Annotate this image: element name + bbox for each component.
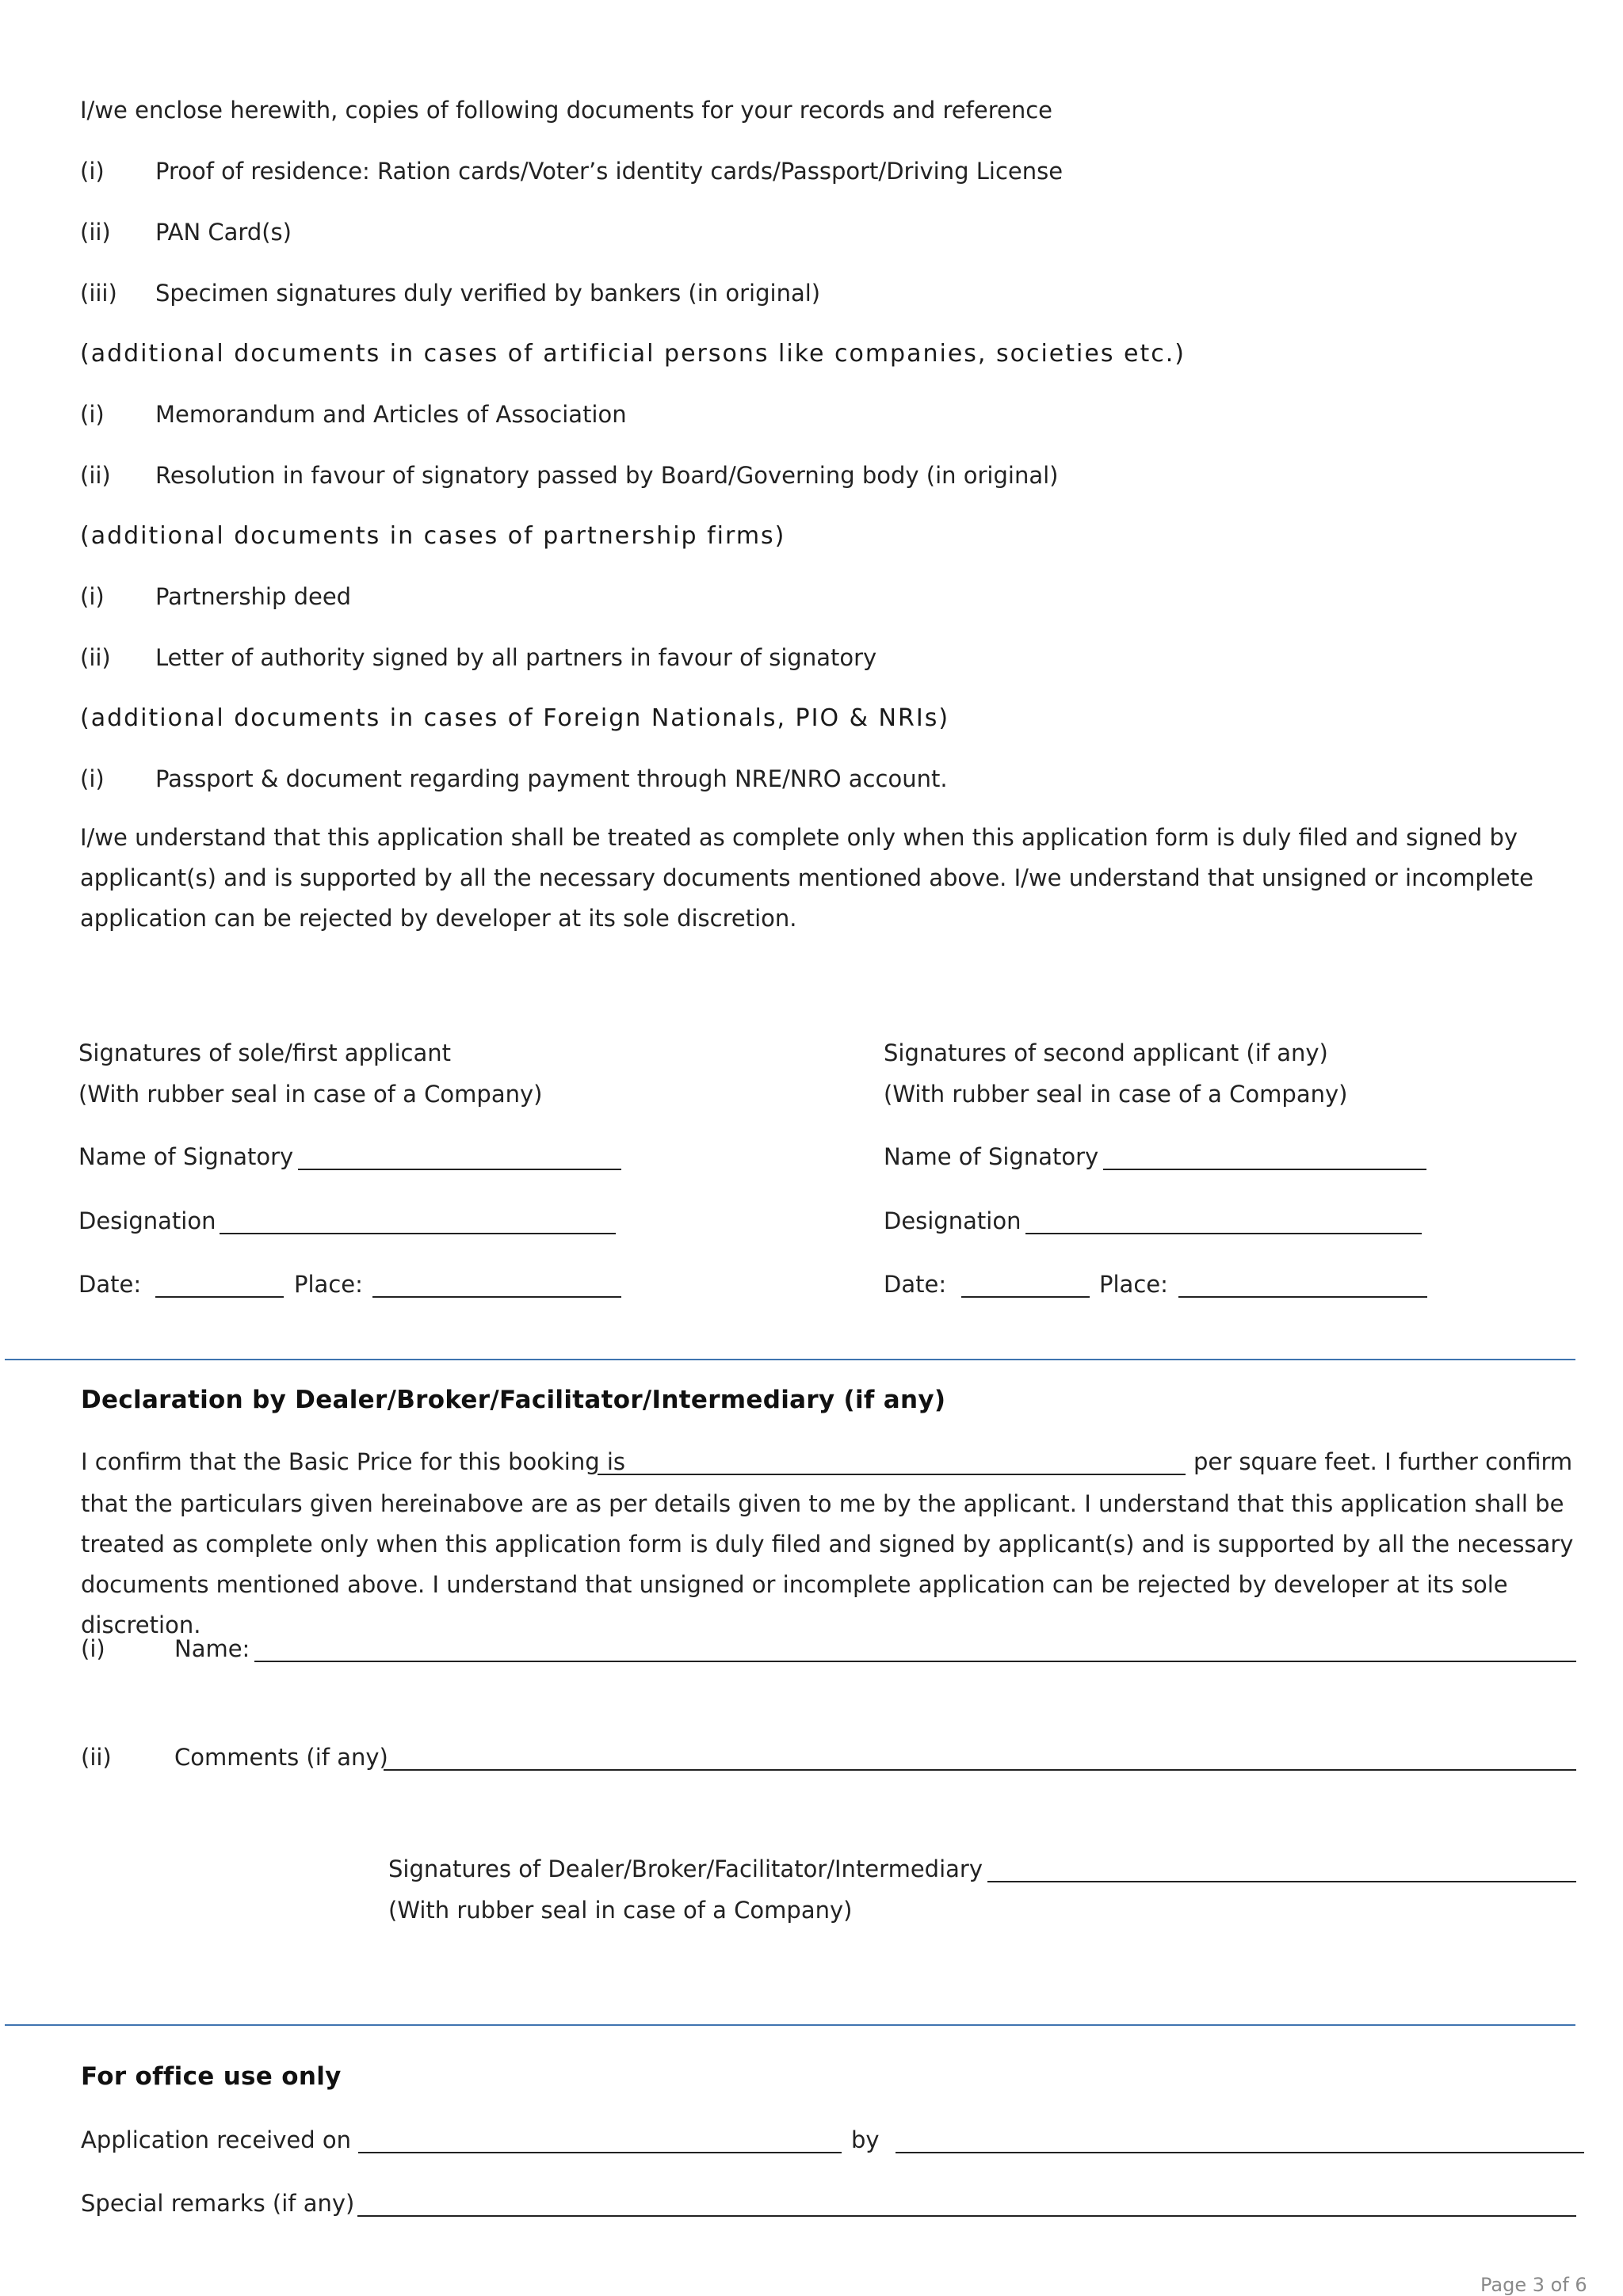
applicant1-name-field[interactable]: [298, 1169, 621, 1170]
received-by-label: by: [851, 2126, 880, 2153]
understanding-paragraph: I/we understand that this application shall be treated as complete only when this application form is duly filed and signed by applicant(s) and is supported by all the necessary documents mentioned above. I/we understand that unsigned or incomplete application can be rejected by developer at its sole discretion.: [80, 824, 1533, 932]
applicant1-seal: (With rubber seal in case of a Company): [78, 1081, 543, 1108]
partnership-heading: (additional documents in cases of partnership firms): [80, 522, 786, 550]
remarks-field[interactable]: [357, 2215, 1576, 2217]
section-divider: [5, 1359, 1575, 1360]
received-label: Application received on: [81, 2126, 351, 2153]
partnership-1-text: Partnership deed: [155, 583, 352, 610]
dealer-signature-label: Signatures of Dealer/Broker/Facilitator/Intermediary: [388, 1855, 983, 1882]
doc-3-text: Specimen signatures duly verified by bankers (in original): [155, 280, 821, 307]
doc-3-num: (iii): [80, 280, 117, 307]
partnership-1-num: (i): [80, 583, 105, 610]
page-number: Page 3 of 6: [1480, 2274, 1587, 2296]
dealer-comments-label: Comments (if any): [174, 1744, 388, 1771]
applicant2-title: Signatures of second applicant (if any): [884, 1039, 1328, 1066]
applicant1-place-label: Place:: [294, 1271, 363, 1298]
partnership-2-num: (ii): [80, 644, 111, 671]
remarks-label: Special remarks (if any): [81, 2190, 355, 2217]
doc-2-text: PAN Card(s): [155, 219, 292, 246]
dealer-comments-num: (ii): [81, 1744, 112, 1771]
applicant2-designation-label: Designation: [884, 1207, 1022, 1234]
applicant1-designation-label: Designation: [78, 1207, 216, 1234]
basic-price-field[interactable]: [598, 1474, 1186, 1475]
dealer-name-field[interactable]: [254, 1661, 1576, 1662]
dealer-paragraph: that the particulars given hereinabove are as per details given to me by the applicant. I understand that this application shall be treated as complete only when this application form is duly filed and signed by applicant(s) and is supported by all the necessary documents mentioned above. I understand that unsigned or incomplete application can be rejected by developer at its sole discretion.: [81, 1490, 1574, 1638]
artificial-heading: (additional documents in cases of artificial persons like companies, societies etc.): [80, 340, 1186, 368]
doc-2-num: (ii): [80, 219, 111, 246]
applicant2-designation-field[interactable]: [1025, 1233, 1422, 1234]
dealer-price-suffix: per square feet. I further confirm: [1193, 1448, 1573, 1475]
received-date-field[interactable]: [358, 2152, 842, 2153]
intro-text: I/we enclose herewith, copies of following documents for your records and reference: [80, 97, 1053, 124]
foreign-heading: (additional documents in cases of Foreign Nationals, PIO & NRIs): [80, 704, 950, 732]
applicant2-name-field[interactable]: [1103, 1169, 1426, 1170]
dealer-comments-field[interactable]: [384, 1769, 1576, 1771]
applicant1-designation-field[interactable]: [220, 1233, 616, 1234]
applicant1-date-field[interactable]: [155, 1296, 284, 1298]
applicant2-date-field[interactable]: [961, 1296, 1090, 1298]
doc-1-num: (i): [80, 158, 105, 185]
partnership-2-text: Letter of authority signed by all partners in favour of signatory: [155, 644, 877, 671]
office-heading: For office use only: [81, 2062, 342, 2091]
applicant2-place-label: Place:: [1099, 1271, 1168, 1298]
section-divider: [5, 2024, 1575, 2026]
received-by-field[interactable]: [896, 2152, 1584, 2153]
applicant1-title: Signatures of sole/first applicant: [78, 1039, 451, 1066]
dealer-name-num: (i): [81, 1635, 105, 1662]
artificial-2-num: (ii): [80, 462, 111, 489]
dealer-name-label: Name:: [174, 1635, 250, 1662]
dealer-signature-field[interactable]: [987, 1881, 1576, 1882]
dealer-heading: Declaration by Dealer/Broker/Facilitator/Intermediary (if any): [81, 1386, 946, 1414]
dealer-signature-seal: (With rubber seal in case of a Company): [388, 1897, 853, 1924]
artificial-2-text: Resolution in favour of signatory passed by Board/Governing body (in original): [155, 462, 1059, 489]
artificial-1-num: (i): [80, 401, 105, 428]
foreign-1-num: (i): [80, 765, 105, 792]
applicant1-date-label: Date:: [78, 1271, 142, 1298]
applicant2-seal: (With rubber seal in case of a Company): [884, 1081, 1348, 1108]
applicant2-date-label: Date:: [884, 1271, 947, 1298]
applicant2-name-label: Name of Signatory: [884, 1143, 1099, 1170]
applicant1-name-label: Name of Signatory: [78, 1143, 294, 1170]
dealer-price-prefix: I confirm that the Basic Price for this booking is: [81, 1448, 626, 1475]
artificial-1-text: Memorandum and Articles of Association: [155, 401, 627, 428]
applicant2-place-field[interactable]: [1178, 1296, 1427, 1298]
applicant1-place-field[interactable]: [372, 1296, 621, 1298]
doc-1-text: Proof of residence: Ration cards/Voter’s identity cards/Passport/Driving License: [155, 158, 1064, 185]
foreign-1-text: Passport & document regarding payment through NRE/NRO account.: [155, 765, 948, 792]
